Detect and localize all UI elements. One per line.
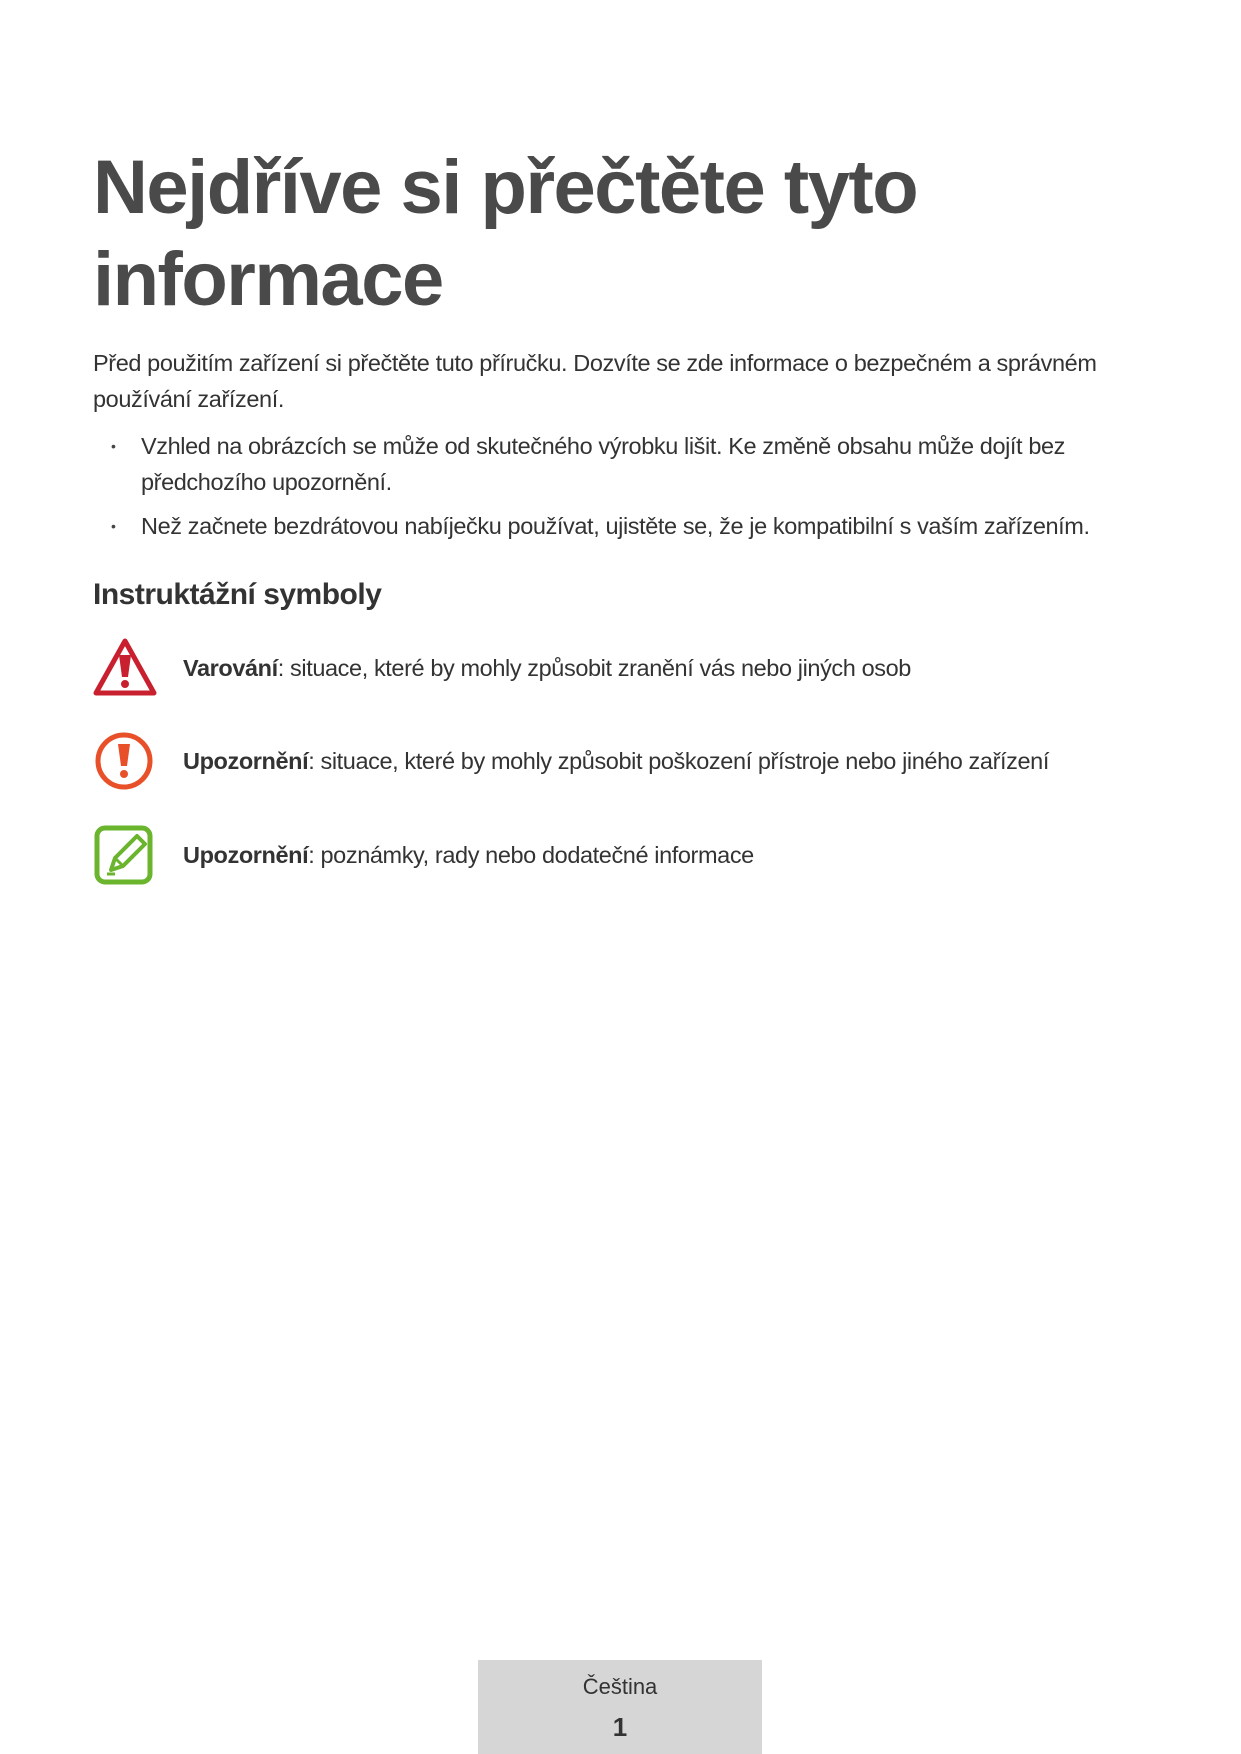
section-heading: Instruktážní symboly <box>93 578 382 611</box>
symbol-label: Upozornění <box>183 748 309 774</box>
symbol-description <box>183 651 911 685</box>
symbol-row-caution <box>93 730 1153 792</box>
symbol-text: : situace, které by mohly způsobit zranění vás nebo jiných osob <box>277 655 911 681</box>
symbol-row-note <box>93 824 1153 886</box>
symbol-text: : poznámky, rady nebo dodatečné informace <box>308 842 754 868</box>
bullet-item <box>93 508 1153 544</box>
symbol-text: : situace, které by mohly způsobit poškození přístroje nebo jiného zařízení <box>308 748 1049 774</box>
bullet-list <box>93 428 1153 552</box>
bullet-mark: • <box>111 438 116 454</box>
bullet-text: Než začnete bezdrátovou nabíječku používat, ujistěte se, že je kompatibilní s vaším zařízením. <box>141 513 1090 539</box>
footer-language: Čeština <box>582 1674 658 1699</box>
page-footer <box>478 1660 762 1754</box>
symbol-row-warning <box>93 637 1153 699</box>
bullet-mark: • <box>111 518 116 534</box>
page-number: 1 <box>612 1712 628 1742</box>
bullet-item <box>93 428 1153 500</box>
bullet-text: Vzhled na obrázcích se může od skutečného výrobku lišit. Ke změně obsahu může dojít bez předchozího upozornění. <box>141 433 1066 495</box>
symbol-label: Varování <box>183 655 278 681</box>
symbol-description <box>183 838 754 872</box>
note-pencil-icon <box>93 824 157 886</box>
caution-circle-icon <box>93 730 157 792</box>
symbol-description <box>183 744 1049 778</box>
warning-triangle-icon <box>93 637 157 699</box>
intro-paragraph: Před použitím zařízení si přečtěte tuto příručku. Dozvíte se zde informace o bezpečném a správném používání zařízení. <box>93 350 1097 412</box>
page-title: Nejdříve si přečtěte tyto informace <box>93 145 918 322</box>
symbol-label: Upozornění <box>183 842 309 868</box>
